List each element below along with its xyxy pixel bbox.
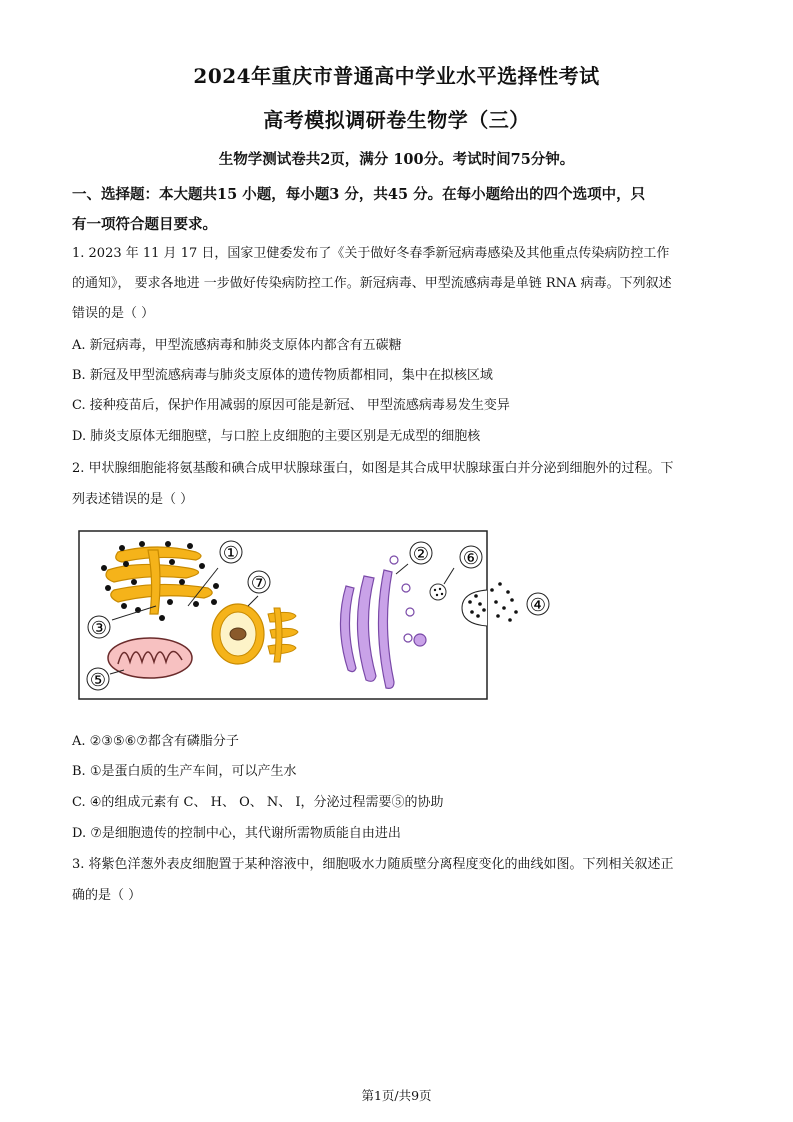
label-6: ⑥	[462, 548, 480, 569]
label-1: ①	[222, 543, 240, 564]
protein-dots-outside	[488, 580, 558, 640]
q2-option-c: C. ④的组成元素有 C、 H、 O、 N、 I，分泌过程需要⑤的协助	[72, 795, 444, 810]
vesicle	[430, 584, 446, 600]
q1-option-d: D. 肺炎支原体无细胞壁，与口腔上皮细胞的主要区别是无成型的细胞核	[72, 429, 481, 444]
q3-stem-line1: 3. 将紫色洋葱外表皮细胞置于某种溶液中，细胞吸水力随质壁分离程度变化的曲线如图。下列相关叙述正	[72, 857, 674, 872]
q2-option-d: D. ⑦是细胞遗传的控制中心，其代谢所需物质能自由进出	[72, 826, 401, 841]
section-heading-line1: 一、选择题：本大题共15 小题，每小题3 分，共45 分。在每小题给出的四个选项中，只	[72, 186, 646, 203]
q3-stem-line2: 确的是（ ）	[72, 888, 142, 903]
q1-option-c: C. 接种疫苗后，保护作用减弱的原因可能是新冠、 甲型流感病毒易发生变异	[72, 398, 510, 413]
q2-option-a: A. ②③⑤⑥⑦都含有磷脂分子	[72, 734, 239, 749]
label-3: ③	[90, 618, 108, 639]
section-heading	[72, 180, 722, 240]
mitochondrion	[108, 638, 192, 678]
exam-title: 2024年重庆市普通高中学业水平选择性考试	[193, 64, 600, 88]
label-4: ④	[529, 595, 547, 616]
q1-stem-line3: 错误的是（ ）	[72, 306, 155, 321]
page-footer: 第1页/共9页	[361, 1088, 432, 1103]
cell-diagram	[78, 530, 488, 700]
q1-stem-line1: 1. 2023 年 11 月 17 日，国家卫健委发布了《关于做好冬春季新冠病毒感染及其他重点传染病防控工作	[72, 246, 670, 261]
q2-stem-line2: 列表述错误的是（ ）	[72, 492, 194, 507]
q1-option-a: A. 新冠病毒，甲型流感病毒和肺炎支原体内都含有五碳糖	[72, 338, 402, 353]
section-heading-line2: 有一项符合题目要求。	[72, 216, 217, 233]
exam-info: 生物学测试卷共2页，满分 100分。考试时间75分钟。	[218, 151, 575, 168]
q1-option-b: B. 新冠及甲型流感病毒与肺炎支原体的遗传物质都相同，集中在拟核区域	[72, 368, 493, 383]
label-5: ⑤	[89, 670, 107, 691]
q2-stem-line1: 2. 甲状腺细胞能将氨基酸和碘合成甲状腺球蛋白，如图是其合成甲状腺球蛋白并分泌到细胞外的过程。下	[72, 461, 674, 476]
q1-stem-line2: 的通知》， 要求各地进 一步做好传染病防控工作。新冠病毒、甲型流感病毒是单链 RNA 病毒。下列叙述	[72, 276, 672, 291]
q2-option-b: B. ①是蛋白质的生产车间，可以产生水	[72, 764, 297, 779]
label-7: ⑦	[250, 573, 268, 594]
exam-subtitle: 高考模拟调研卷生物学（三）	[263, 108, 530, 132]
label-2: ②	[412, 544, 430, 565]
